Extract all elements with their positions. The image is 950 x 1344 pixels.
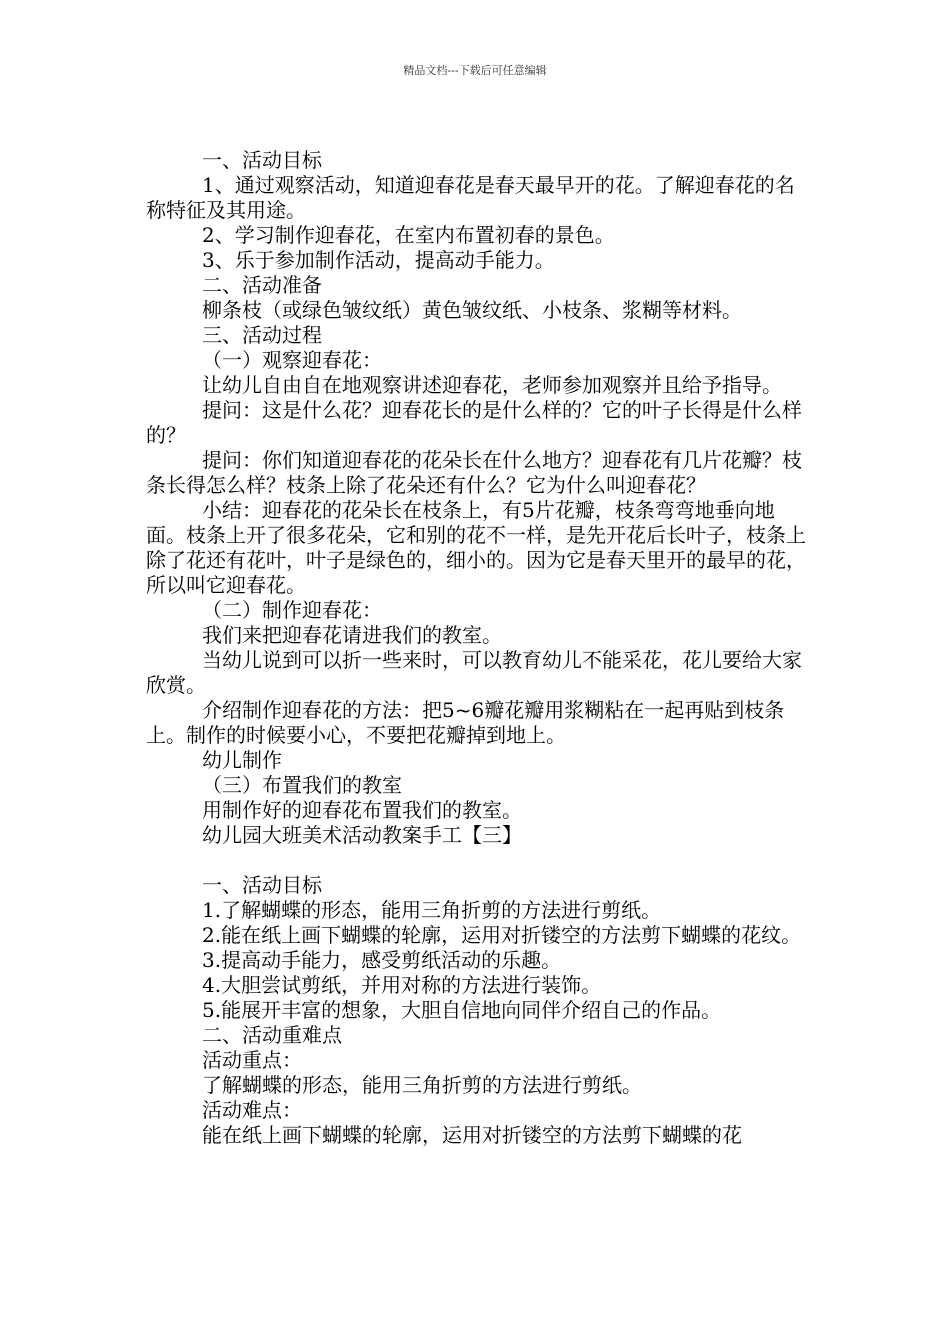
sub-heading: （二）制作迎春花： bbox=[202, 598, 382, 622]
document-body bbox=[146, 148, 810, 1148]
paragraph: 介绍制作迎春花的方法：把5~6瓣花瓣用浆糊粘在一起再贴到枝条上。制作的时候要小心，不要把花瓣掉到地上。 bbox=[146, 698, 785, 747]
paragraph: 了解蝴蝶的形态，能用三角折剪的方法进行剪纸。 bbox=[202, 1073, 642, 1097]
paragraph: 活动难点： bbox=[202, 1098, 302, 1122]
paragraph: 提问：你们知道迎春花的花朵长在什么地方？迎春花有几片花瓣？枝条长得怎么样？枝条上除了花朵还有什么？它为什么叫迎春花？ bbox=[146, 448, 802, 497]
paragraph: 3、乐于参加制作活动，提高动手能力。 bbox=[202, 248, 555, 272]
section-heading: 一、活动目标 bbox=[202, 873, 322, 897]
paragraph: 活动重点： bbox=[202, 1048, 302, 1072]
paragraph: 1.了解蝴蝶的形态，能用三角折剪的方法进行剪纸。 bbox=[202, 898, 662, 922]
paragraph: 2.能在纸上画下蝴蝶的轮廓，运用对折镂空的方法剪下蝴蝶的花纹。 bbox=[202, 923, 802, 947]
paragraph: 幼儿制作 bbox=[202, 748, 282, 772]
paragraph: 4.大胆尝试剪纸，并用对称的方法进行装饰。 bbox=[202, 973, 602, 997]
paragraph: 3.提高动手能力，感受剪纸活动的乐趣。 bbox=[202, 948, 562, 972]
section-heading: 二、活动准备 bbox=[202, 273, 322, 297]
paragraph: 当幼儿说到可以折一些来时，可以教育幼儿不能采花，花儿要给大家欣赏。 bbox=[146, 648, 802, 697]
page-header: 精品文档---下载后可任意编辑 bbox=[403, 64, 547, 77]
paragraph: 1、通过观察活动，知道迎春花是春天最早开的花。了解迎春花的名称特征及其用途。 bbox=[146, 173, 795, 222]
paragraph: 用制作好的迎春花布置我们的教室。 bbox=[202, 798, 522, 822]
paragraph: 我们来把迎春花请进我们的教室。 bbox=[202, 623, 502, 647]
paragraph: 小结：迎春花的花朵长在枝条上，有5片花瓣，枝条弯弯地垂向地面。枝条上开了很多花朵，它和别的花不一样，是先开花后长叶子，枝条上除了花还有花叶，叶子是绿色的，细小的。因为它是春天里开的最早的花，所以叫它迎春花。 bbox=[146, 498, 806, 597]
paragraph: 2、学习制作迎春花，在室内布置初春的景色。 bbox=[202, 223, 615, 247]
section-heading: 三、活动过程 bbox=[202, 323, 322, 347]
paragraph: 一、活动目标 bbox=[202, 148, 322, 172]
paragraph: 让幼儿自由自在地观察讲述迎春花，老师参加观察并且给予指导。 bbox=[202, 373, 782, 397]
paragraph: 柳条枝（或绿色皱纹纸）黄色皱纹纸、小枝条、浆糊等材料。 bbox=[202, 298, 742, 322]
section-title: 幼儿园大班美术活动教案手工【三】 bbox=[202, 823, 522, 847]
blank-line bbox=[146, 848, 810, 873]
paragraph: 5.能展开丰富的想象，大胆自信地向同伴介绍自己的作品。 bbox=[202, 998, 722, 1022]
sub-heading: （三）布置我们的教室 bbox=[202, 773, 402, 797]
paragraph: 提问：这是什么花？迎春花长的是什么样的？它的叶子长得是什么样的？ bbox=[146, 398, 802, 447]
section-heading: 二、活动重难点 bbox=[202, 1023, 342, 1047]
paragraph: 能在纸上画下蝴蝶的轮廓，运用对折镂空的方法剪下蝴蝶的花 bbox=[202, 1123, 742, 1147]
sub-heading: （一）观察迎春花： bbox=[202, 348, 382, 372]
